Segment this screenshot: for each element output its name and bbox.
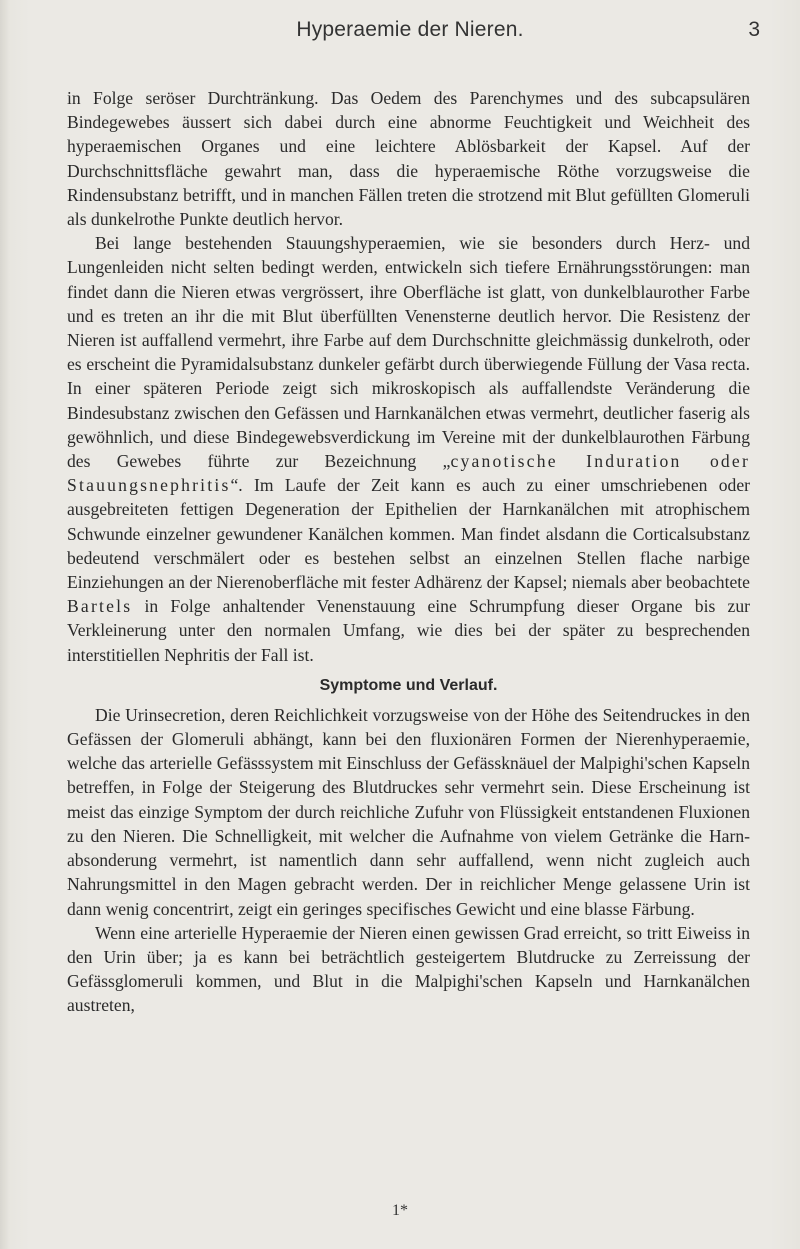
page-header (60, 12, 760, 48)
running-title: Hyperaemie der Nieren. (296, 18, 524, 41)
emphasized-term: cyanotische Induration oder Stauungsnephritis (67, 451, 750, 496)
paragraph-text: Bei lange bestehenden Stauungshyperaemien, wie sie besonders durch Herz- und Lungenleiden nicht selten bedingt werden, entwickeln sich tiefere Ernährungsstörungen: man findet dann die Nieren etwas vergrössert, ihre Oberfläche ist glatt, von dunkelblaurother Farbe und es treten an ihr die mit Blut überfüllten Venensterne deutlich hervor. Die Resistenz der Nieren ist auffallend vermehrt, ihre Farbe auf dem Durchschnitte gleichmässig dunkelroth, oder es erscheint die Pyramidalsubstanz dunkeler gefärbt durch überwiegende Füllung der Vasa recta. In einer späteren Periode zeigt sich mikroskopisch als auffallendste Veränderung die Bindesubstanz zwischen den Gefässen und Harnkanälchen etwas vermehrt, deutlicher faserig als gewöhnlich, und diese Bindegewebsverdickung im Vereine mit der dunkelblaurothen Färbung des Gewebes führte zur Bezeichnung „ (67, 233, 750, 472)
page-gutter-shadow (0, 0, 10, 1249)
author-name: Bartels (67, 596, 133, 617)
paragraph-stauungshyperaemie (67, 231, 750, 667)
signature-mark: 1* (392, 1202, 408, 1219)
section-heading: Symptome und Verlauf. (319, 676, 498, 694)
paragraph-oedem: in Folge seröser Durchtränkung. Das Oedem des Parenchymes und des subcapsulären Bindegewebes äussert sich dabei durch eine abnorme Feuchtigkeit und Weichheit des hyperaemischen Organes und eine leichtere Ablösbarkeit der Kapsel. Auf der Durchschnittsfläche gewahrt man, dass die hyperaemische Röthe vorzugsweise die Rindensubstanz betrifft, und in manchen Fällen treten die strotzend mit Blut gefüllten Glomeruli als dunkelrothe Punkte deutlich hervor. (67, 88, 750, 230)
page-number: 3 (748, 18, 760, 41)
paragraph-eiweiss: Wenn eine arterielle Hyperaemie der Nieren einen gewissen Grad erreicht, so tritt Eiweiss in den Urin über; ja es kann bei beträchtlich gesteigertem Blutdrucke zu Zerreissung der Gefässglomeruli kommen, und Blut in die Malpighi'schen Kapseln und Harnkanälchen austreten, (67, 922, 750, 1016)
body-text (67, 86, 750, 1018)
paragraph-text: “. Im Laufe der Zeit kann es auch zu einer umschriebenen oder ausgebreiteten fettigen Degeneration der Epithelien der Harnkanälchen mit atrophischem Schwunde einzelner gewundener Kanälchen kommen. Man findet alsdann die Corticalsubstanz bedeutend verschmälert oder es bestehen selbst an einzelnen Stellen flache narbige Einziehungen an der Nierenoberfläche mit fester Adhärenz der Kapsel; niemals aber beobachtete (67, 475, 750, 593)
paragraph-urinsecretion: Die Urinsecretion, deren Reichlichkeit vorzugsweise von der Höhe des Seitendruckes in den Gefässen der Glomeruli abhängt, kann bei den fluxionären Formen der Nierenhyperaemie, welche das arterielle Gefässsystem mit Einschluss der Gefässknäuel der Malpighi'schen Kapseln betreffen, in Folge der Steigerung des Blutdruckes sehr vermehrt sein. Diese Erscheinung ist meist das einzige Symptom der durch reichliche Zufuhr von Flüssigkeit entstandenen Fluxionen zu den Nieren. Die Schnelligkeit, mit welcher die Aufnahme von vielem Getränke die Harnabsonderung vermehrt, ist namentlich dann sehr auffallend, wenn nicht zugleich auch Nahrungsmittel in den Magen gebracht werden. Der in reichlicher Menge gelassene Urin ist dann wenig concentrirt, zeigt ein geringes specifisches Gewicht und eine blasse Färbung. (67, 704, 750, 919)
paragraph-text: in Folge anhaltender Venenstauung eine Schrumpfung dieser Organe bis zur Verkleinerung unter den normalen Umfang, wie dies bei der später zu besprechenden interstitiellen Nephritis der Fall ist. (67, 596, 750, 665)
